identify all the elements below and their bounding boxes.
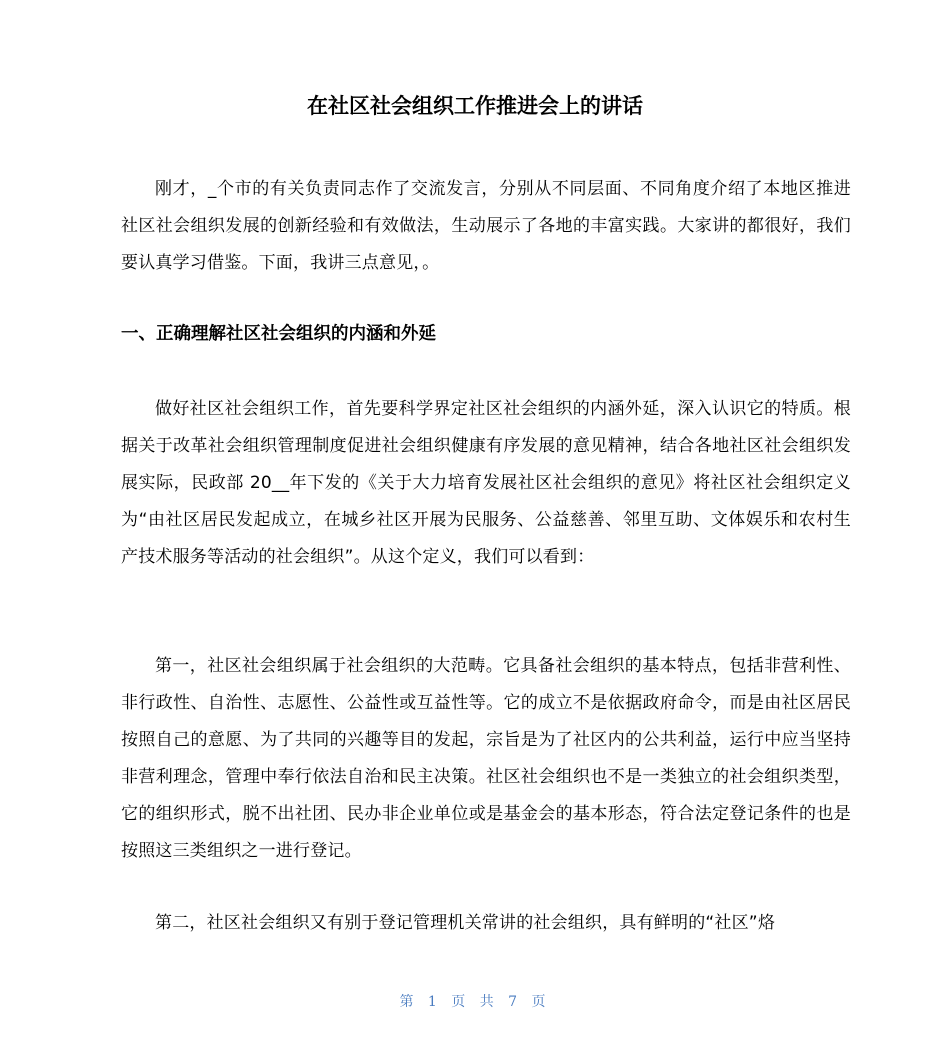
paragraph-intro: 刚才，_个市的有关负责同志作了交流发言，分别从不同层面、不同角度介绍了本地区推进社区社会组织发展的创新经验和有效做法，生动展示了各地的丰富实践。大家讲的都很好，我们要认真学习借鉴。下面，我讲三点意见，。 xyxy=(121,179,851,273)
page-number-footer: 第 1 页 共 7 页 xyxy=(399,994,551,1010)
paragraph-point-one: 第一，社区社会组织属于社会组织的大范畴。它具备社会组织的基本特点，包括非营利性、非行政性、自治性、志愿性、公益性或互益性等。它的成立不是依据政府命令，而是由社区居民按照自己的意愿、为了共同的兴趣等目的发起，宗旨是为了社区内的公共利益，运行中应当坚持非营利理念，管理中奉行依法自治和民主决策。社区社会组织也不是一类独立的社会组织类型，它的组织形式，脱不出社团、民办非企业单位或是基金会的基本形态，符合法定登记条件的也是按照这三类组织之一进行登记。 xyxy=(121,656,851,861)
document-title: 在社区社会组织工作推进会上的讲话 xyxy=(307,94,643,118)
paragraph-definition: 做好社区社会组织工作，首先要科学界定社区社会组织的内涵外延，深入认识它的特质。根据关于改革社会组织管理制度促进社会组织健康有序发展的意见精神，结合各地社区社会组织发展实际，民政部 20__年下发的《关于大力培育发展社区社会组织的意见》将社区社会组织定义为“由社区居民发起成立，在城乡社区开展为民服务、公益慈善、邻里互助、文体娱乐和农村生产技术服务等活动的社会组织”。从这个定义，我们可以看到： xyxy=(121,399,851,567)
paragraph-point-two: 第二，社区社会组织又有别于登记管理机关常讲的社会组织，具有鲜明的“社区”烙 xyxy=(155,913,776,933)
section-heading-1: 一、正确理解社区社会组织的内涵和外延 xyxy=(121,324,436,344)
